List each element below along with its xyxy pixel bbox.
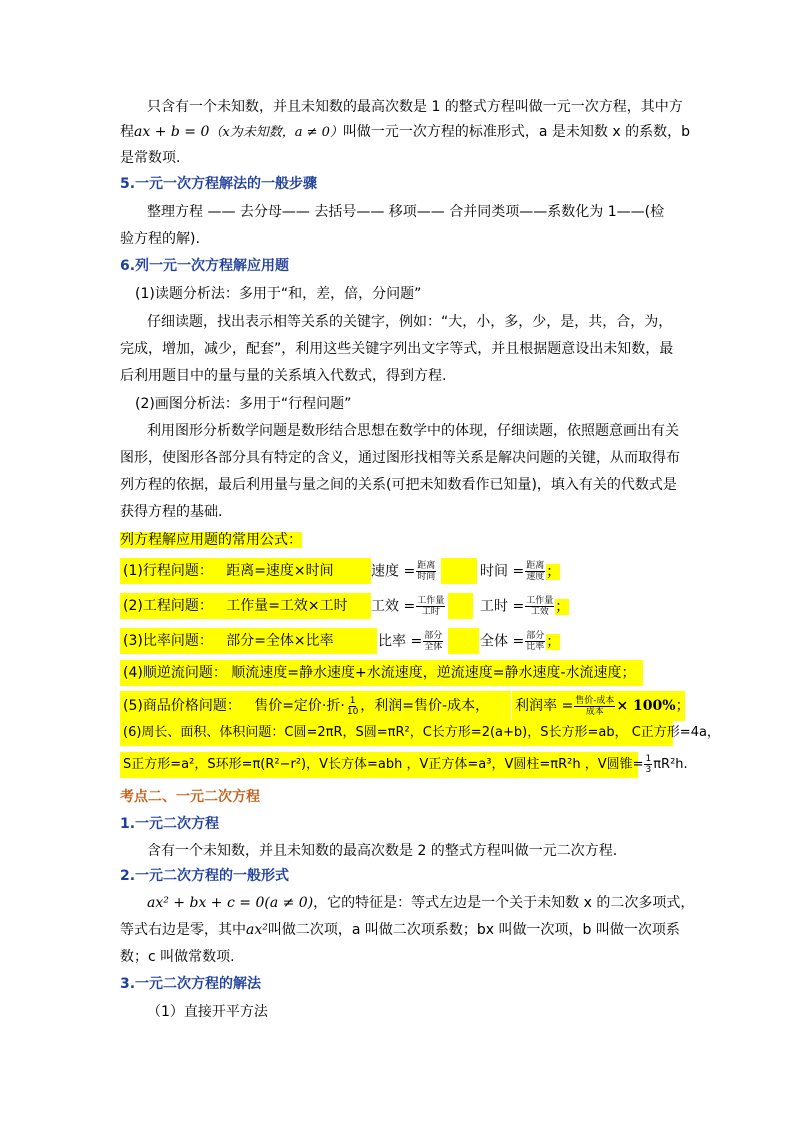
- paragraph-line: 等式右边是零，其中ax²叫做二次项，a 叫做二次项系数；bx 叫做一次项，b 叫做一次项系: [120, 922, 680, 938]
- paragraph-line: 数；c 叫做常数项.: [120, 949, 235, 965]
- formulas-title: 列方程解应用题的常用公式：: [120, 532, 302, 548]
- formula-worktime: 工时 = $\frac{\text{工作量}}{\text{工效}}$ ；: [480, 596, 570, 617]
- paragraph-line: 整理方程 —— 去分母—— 去括号—— 移项—— 合并同类项——系数化为 1——(检: [147, 204, 665, 220]
- equation-condition: （x为未知数，a ≠ 0）: [209, 125, 343, 140]
- paragraph-line: 仔细读题，找出表示相等关系的关键字，例如：“大，小，多，少，是，共，合，为，: [147, 314, 673, 330]
- chapter-heading: 考点二、一元二次方程: [120, 789, 260, 805]
- highlight-block: [448, 628, 479, 654]
- section-heading: 2.一元二次方程的一般形式: [120, 868, 290, 884]
- equation: ax + b = 0: [134, 124, 210, 140]
- section-heading: 3.一元二次方程的解法: [120, 976, 262, 992]
- section-heading: 5.一元一次方程解法的一般步骤: [120, 176, 318, 192]
- formula-rate: 比率 = $\frac{\text{部分}}{\text{全体}}$: [378, 631, 443, 652]
- formula-profit-rate: 利润率 = $\frac{\text{售价-成本}}{\text{成本}}$ × 100%；: [512, 691, 685, 721]
- paragraph-line: 验方程的解).: [120, 231, 200, 247]
- method-title: (1)读题分析法：多用于“和，差，倍，分问题”: [135, 286, 422, 302]
- paragraph-line: 只含有一个未知数，并且未知数的最高次数是 1 的整式方程叫做一元一次方程，其中方: [147, 99, 683, 115]
- formula-work: (2)工程问题： 工作量=工效×工时: [120, 593, 371, 619]
- formula-geometry: (6)周长、面积、体积问题：C圆=2πR，S圆=πR²，C长方形=2(a+b)，S长方形=ab， C正方形=4a，: [120, 720, 673, 746]
- formula-efficiency: 工效 = $\frac{\text{工作量}}{\text{工时}}$: [371, 596, 445, 617]
- formula-ratio: (3)比率问题： 部分=全体×比率: [120, 628, 377, 654]
- paragraph-line: 列方程的依据，最后利用量与量之间的关系(可把未知数看作已知量)，填入有关的代数式是: [120, 477, 677, 493]
- formula-total: 全体 = $\frac{\text{部分}}{\text{比率}}$ ；: [480, 631, 561, 652]
- paragraph-line: 利用图形分析数学问题是数形结合思想在数学中的体现，仔细读题，依照题意画出有关: [147, 423, 679, 439]
- section-heading: 6.列一元一次方程解应用题: [120, 258, 290, 274]
- formula-time: 时间 = $\frac{\text{距离}}{\text{速度}}$ ；: [480, 561, 561, 582]
- formula-travel: (1)行程问题： 距离=速度×时间: [120, 558, 371, 584]
- paragraph-line: 完成，增加，减少，配套”，利用这些关键字列出文字等式，并且根据题意设出未知数，最: [120, 341, 674, 357]
- paragraph-line: ax² + bx + c = 0(a ≠ 0)，它的特征是：等式左边是一个关于未知数 x 的二次多项式，: [147, 895, 695, 911]
- section-heading: 1.一元二次方程: [120, 816, 220, 832]
- formula-stream: (4)顺逆流问题： 顺流速度=静水速度+水流速度，逆流速度=静水速度-水流速度；: [120, 660, 643, 686]
- method-title: （1）直接开平方法: [147, 1004, 268, 1020]
- paragraph-line: 是常数项.: [120, 150, 181, 166]
- equation: ax² + bx + c = 0(a ≠ 0): [147, 895, 314, 911]
- formula-geometry-cont: S正方形=a²，S环形=π(R²−r²)，V长方体=abh ，V正方体=a³，V圆柱=πR²h ，V圆锥= $\frac{1}{3}$ πR²h.: [120, 752, 638, 778]
- paragraph-line: 图形，使图形各部分具有特定的含义，通过图形找相等关系是解决问题的关键，从而取得布: [120, 450, 680, 466]
- paragraph-line: 后利用题目中的量与量的关系填入代数式，得到方程.: [120, 368, 447, 384]
- paragraph-line: 含有一个未知数，并且未知数的最高次数是 2 的整式方程叫做一元二次方程.: [147, 843, 618, 859]
- formula-speed: 速度 = $\frac{\text{距离}}{\text{时间}}$: [371, 561, 436, 582]
- paragraph-line: 程ax + b = 0（x为未知数，a ≠ 0）叫做一元一次方程的标准形式，a 是未知数 x 的系数，b: [120, 124, 690, 140]
- method-title: (2)画图分析法：多用于“行程问题”: [135, 396, 352, 412]
- highlight-block: [441, 558, 477, 584]
- paragraph-line: 获得方程的基础.: [120, 504, 223, 520]
- highlight-block: [448, 593, 473, 619]
- formula-price: (5)商品价格问题： 售价=定价·折· $\frac{1}{10}$ ，利润=售价-成本，: [120, 691, 511, 721]
